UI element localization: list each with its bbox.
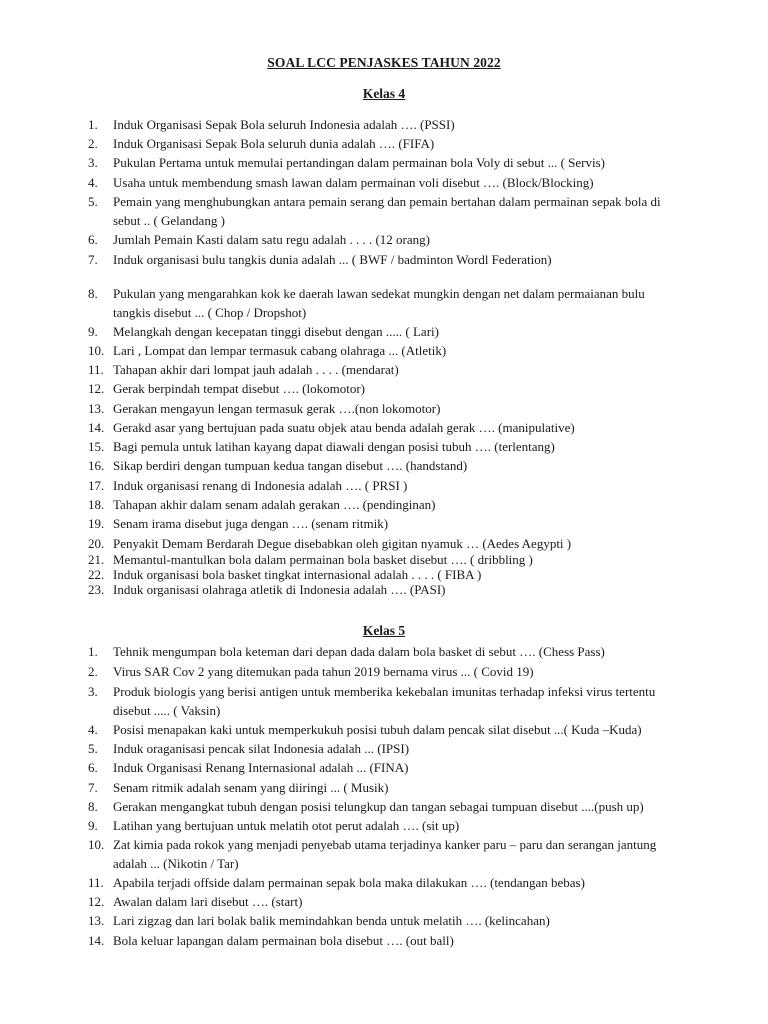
question-line: Virus SAR Cov 2 yang ditemukan pada tahun 2019 bernama virus ... ( Covid 19) (113, 664, 534, 679)
question-line: Induk Organisasi Sepak Bola seluruh Indonesia adalah …. (PSSI) (113, 117, 455, 132)
question-line: tangkis disebut ... ( Chop / Dropshot) (113, 305, 307, 320)
question-line: Senam ritmik adalah senam yang diiringi ... ( Musik) (113, 780, 389, 795)
question-number: 17. (88, 478, 105, 493)
question-number: 1. (88, 644, 98, 659)
question-line: Pemain yang menghubungkan antara pemain serang dan pemain bertahan dalam permainan sepak bola di (113, 194, 661, 209)
question-line: Induk organisasi bulu tangkis dunia adalah ... ( BWF / badminton Wordl Federation) (113, 252, 552, 267)
question-line: Melangkah dengan kecepatan tinggi disebut dengan ..... ( Lari) (113, 324, 439, 339)
question-line: Penyakit Demam Berdarah Degue disebabkan oleh gigitan nyamuk … (Aedes Aegypti ) (113, 536, 572, 551)
question-line: Apabila terjadi offside dalam permainan sepak bola maka dilakukan …. (tendangan bebas) (113, 875, 585, 890)
question-line: Sikap berdiri dengan tumpuan kedua tangan disebut …. (handstand) (113, 458, 468, 473)
question-line: Gerak berpindah tempat disebut …. (lokomotor) (113, 381, 365, 396)
question-line: Tahapan akhir dalam senam adalah gerakan …. (pendinginan) (113, 497, 436, 512)
question-number: 12. (88, 381, 105, 396)
question-number: 11. (88, 875, 104, 890)
question-number: 6. (88, 232, 98, 247)
question-number: 22. (88, 567, 105, 582)
question-number: 16. (88, 458, 105, 473)
question-number: 3. (88, 155, 98, 170)
question-number: 23. (88, 582, 105, 597)
question-number: 5. (88, 194, 98, 209)
question-number: 4. (88, 175, 98, 190)
question-line: Senam irama disebut juga dengan …. (senam ritmik) (113, 516, 389, 531)
question-line: Induk organisasi bola basket tingkat internasional adalah . . . . ( FIBA ) (113, 567, 482, 582)
question-number: 13. (88, 913, 105, 928)
question-line: Tehnik mengumpan bola keteman dari depan dada dalam bola basket di sebut …. (Chess Pass) (113, 644, 605, 659)
question-line: Bagi pemula untuk latihan kayang dapat diawali dengan posisi tubuh …. (terlentang) (113, 439, 555, 454)
question-line: Zat kimia pada rokok yang menjadi penyebab utama terjadinya kanker paru – paru dan serangan jantung (113, 837, 657, 852)
question-number: 21. (88, 552, 105, 567)
question-line: Induk organisasi renang di Indonesia adalah …. ( PRSI ) (113, 478, 408, 493)
question-line: Tahapan akhir dari lompat jauh adalah . . . . (mendarat) (113, 362, 399, 377)
question-line: Lari zigzag dan lari bolak balik memindahkan benda untuk melatih …. (kelincahan) (113, 913, 550, 928)
question-number: 5. (88, 741, 98, 756)
question-number: 9. (88, 818, 98, 833)
question-number: 4. (88, 722, 98, 737)
question-line: Induk Organisasi Sepak Bola seluruh dunia adalah …. (FIFA) (113, 136, 435, 151)
question-number: 18. (88, 497, 105, 512)
kelas-5-heading: Kelas 5 (362, 623, 406, 638)
question-number: 13. (88, 401, 105, 416)
question-line: Posisi menapakan kaki untuk memperkukuh posisi tubuh dalam pencak silat disebut ...( Kuda –Kuda) (113, 722, 642, 737)
question-line: disebut ..... ( Vaksin) (113, 703, 221, 718)
question-number: 2. (88, 664, 98, 679)
question-number: 3. (88, 684, 98, 699)
document-title: SOAL LCC PENJASKES TAHUN 2022 (267, 55, 501, 70)
question-number: 9. (88, 324, 98, 339)
question-line: Awalan dalam lari disebut …. (start) (113, 894, 303, 909)
question-number: 6. (88, 760, 98, 775)
question-line: Gerakan mengayun lengan termasuk gerak ….(non lokomotor) (113, 401, 441, 416)
question-number: 14. (88, 933, 105, 948)
question-line: Gerakd asar yang bertujuan pada suatu objek atau benda adalah gerak …. (manipulative) (113, 420, 575, 435)
question-line: Induk organisasi olahraga atletik di Indonesia adalah …. (PASI) (113, 582, 446, 597)
question-number: 7. (88, 252, 98, 267)
question-line: adalah ... (Nikotin / Tar) (113, 856, 239, 871)
question-line: Jumlah Pemain Kasti dalam satu regu adalah . . . . (12 orang) (113, 232, 430, 247)
question-line: Usaha untuk membendung smash lawan dalam permainan voli disebut …. (Block/Blocking) (113, 175, 594, 190)
question-number: 12. (88, 894, 105, 909)
question-number: 1. (88, 117, 98, 132)
question-number: 10. (88, 837, 105, 852)
question-line: Induk oraganisasi pencak silat Indonesia adalah ... (IPSI) (113, 741, 410, 756)
question-line: Pukulan Pertama untuk memulai pertandingan dalam permainan bola Voly di sebut ... ( Servis) (113, 155, 605, 170)
question-line: Pukulan yang mengarahkan kok ke daerah lawan sedekat mungkin dengan net dalam permaianan bulu (113, 286, 645, 301)
question-number: 10. (88, 343, 105, 358)
question-number: 7. (88, 780, 98, 795)
question-number: 11. (88, 362, 104, 377)
question-line: Latihan yang bertujuan untuk melatih otot perut adalah …. (sit up) (113, 818, 460, 833)
question-line: Bola keluar lapangan dalam permainan bola disebut …. (out ball) (113, 933, 454, 948)
question-line: Memantul-mantulkan bola dalam permainan bola basket disebut …. ( dribbling ) (113, 552, 533, 567)
kelas-4-heading: Kelas 4 (362, 86, 406, 101)
question-number: 8. (88, 286, 98, 301)
question-line: Gerakan mengangkat tubuh dengan posisi telungkup dan tangan sebagai tumpuan disebut ....(push up) (113, 799, 644, 814)
question-line: Induk Organisasi Renang Internasional adalah ... (FINA) (113, 760, 409, 775)
question-number: 15. (88, 439, 105, 454)
question-line: Produk biologis yang berisi antigen untuk memberika kekebalan imunitas terhadap infeksi virus tertentu (113, 684, 656, 699)
question-line: sebut .. ( Gelandang ) (113, 213, 225, 228)
question-number: 14. (88, 420, 105, 435)
question-number: 19. (88, 516, 105, 531)
question-line: Lari , Lompat dan lempar termasuk cabang olahraga ... (Atletik) (113, 343, 447, 358)
question-number: 2. (88, 136, 98, 151)
question-number: 8. (88, 799, 98, 814)
question-number: 20. (88, 536, 105, 551)
